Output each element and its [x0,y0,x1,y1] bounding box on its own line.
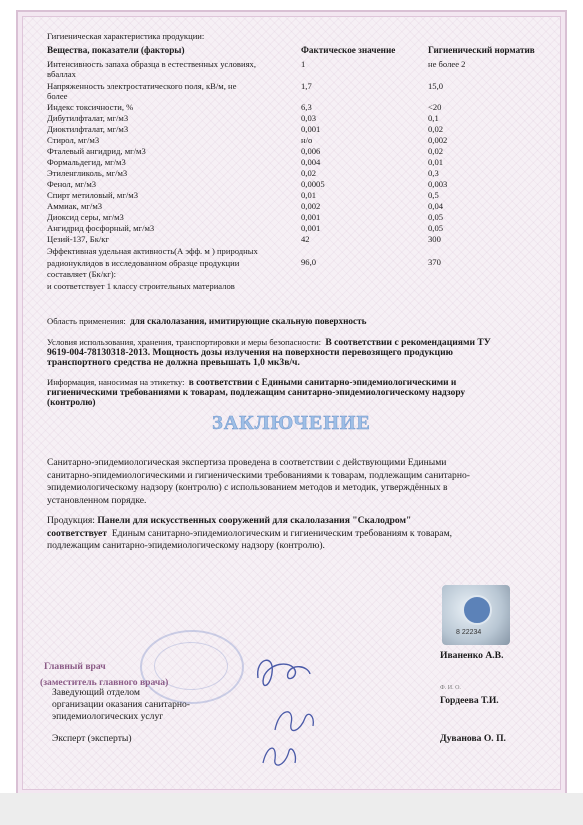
label-info-block [47,377,557,408]
chief-label: Главный врач [44,661,106,672]
substance-name [47,201,287,211]
signature-chief [250,648,320,698]
actual-value: н/о [301,135,313,145]
actual-value: 0,01 [301,190,317,200]
norm-value: 0,002 [428,135,448,145]
substance-name-line: Дибутилфталат, мг/м3 [47,113,129,123]
substance-name-line: Стирол, мг/м3 [47,135,100,145]
column-header-norm: Гигиенический норматив [428,45,535,55]
substance-name-line: Диоксид серы, мг/м3 [47,212,124,222]
scope-value: для скалолазания, имитирующие скальную поверхность [130,316,367,326]
actual-value: 0,002 [301,201,321,211]
dept-block [52,687,190,723]
conclusion-line: Санитарно-эпидемиологическая экспертиза проведена в соответствии с действующими Едиными [47,457,447,468]
activity-description [47,246,297,292]
activity-actual-value: 96,0 [301,257,317,267]
product-value: Панели для искусственных сооружений для скалолазания "Скалодром" [97,515,412,526]
actual-value: 0,001 [301,212,321,222]
activity-line: Эффективная удельная активность(А эфф. м ) природных [47,246,258,256]
product-block [47,515,557,553]
scan-margin [0,793,583,825]
conclusion-line: установленном порядке. [47,494,147,506]
norm-value: 0,05 [428,212,444,222]
conclusion-text [47,457,557,507]
substance-name-line: Ангидрид фосфорный, мг/м3 [47,223,155,233]
header-note: Гигиеническая характеристика продукции: [47,31,205,41]
substance-name-line: Интенсивность запаха образца в естественных условиях, [47,59,256,69]
norm-value: 0,1 [428,113,439,123]
substance-name-line: Этиленгликоль, мг/м3 [47,168,128,178]
norm-value: 0,003 [428,179,448,189]
substance-name-line: Спирт метиловый, мг/м3 [47,190,139,200]
norm-value: 15,0 [428,80,444,91]
norm-value: не более 2 [428,59,466,69]
substance-name [47,179,287,189]
actual-value: 1,7 [301,80,312,91]
name-expert: Дуванова О. П. [440,733,506,744]
substance-name [47,135,287,145]
actual-value: 0,0005 [301,179,325,189]
conclusion-line: эпидемиологическому надзору (контролю) с использованием методов и методик, утверждённых в [47,482,448,493]
norm-value: 300 [428,234,441,244]
substance-name [47,81,287,101]
activity-line: радионуклидов в исследованном образце продукции [47,257,240,268]
substance-name-line: Цезий-137, Бк/кг [47,234,109,244]
norm-value: 0,3 [428,168,439,178]
signature-expert [255,735,305,775]
substance-name [47,234,287,244]
substance-name [47,113,287,123]
substance-name [47,190,287,200]
conditions-block [47,337,557,368]
dept-line: организации оказания санитарно- [52,699,190,710]
hologram-seal [442,585,510,645]
substance-name-line: Аммиак, мг/м3 [47,201,103,211]
actual-value: 0,02 [301,168,317,178]
complies-text-2: подлежащим санитарно-эпидемиологическому надзору (контролю). [47,540,325,551]
substance-name [47,124,287,134]
name-head: Гордеева Т.И. [440,695,499,706]
substance-name [47,157,287,167]
actual-value: 1 [301,59,306,69]
norm-value: 0,5 [428,190,439,200]
product-label: Продукция: [47,515,95,526]
activity-line: и соответствует 1 классу строительных материалов [47,280,235,291]
conditions-value-line-2: 9619-004-78130318-2013. Мощность дозы излучения на поверхности перевозящего продукцию [47,347,453,358]
substance-name-line: Фталевый ангидрид, мг/м3 [47,146,146,156]
substance-name [47,223,287,233]
substance-name [47,146,287,156]
norm-value: 0,04 [428,201,444,211]
actual-value: 0,001 [301,124,321,134]
substance-name-line: Фенол, мг/м3 [47,179,97,189]
conditions-value-line-3: транспортного средства не должна превышать 1,0 мк3в/ч. [47,357,300,368]
conclusion-title: ЗАКЛЮЧЕНИЕ [212,412,371,434]
substance-name-line: вбаллах [47,69,76,79]
conditions-label: Условия использования, хранения, транспортировки и меры безопасности: [47,337,322,347]
norm-value: 0,02 [428,146,444,156]
fio-caption: Ф. И. О. [440,685,461,691]
actual-value: 6,3 [301,102,312,112]
actual-value: 0,001 [301,223,321,233]
label-info-value-line-2: гигиеническими требованиями к товарам, подлежащим санитарно-эпидемиологическому надзору [47,388,466,398]
substance-name-line: более [47,90,68,101]
conditions-value-first: В соответствии с рекомендациями ТУ [325,337,491,348]
substance-name-line: Напряженность электростатического поля, кВ/м, не [47,80,237,91]
norm-value: 0,05 [428,223,444,233]
norm-value: <20 [428,102,442,112]
conclusion-line: санитарно-эпидемиологическими и гигиеническими требованиями к товарам, подлежащим санитарно- [47,469,470,481]
emblem-icon [462,595,492,625]
scope-line [47,316,557,326]
label-info-value-first: в соответствии с Едиными санитарно-эпидемиологическими и [188,378,457,388]
seal-number: 8 22234 [456,629,482,636]
label-info-value-line-3: (контролю) [47,398,96,408]
actual-value: 42 [301,234,310,244]
label-info-label: Информация, наносимая на этикетку: [47,377,185,387]
activity-line: составляет (Бк/кг): [47,269,117,279]
scope-label: Область применения: [47,316,126,326]
actual-value: 0,006 [301,146,321,156]
name-chief: Иваненко А.В. [440,650,504,661]
column-header-actual: Фактическое значение [301,45,396,55]
substance-name [47,102,287,112]
substance-name-line: Диоктилфталат, мг/м3 [47,124,129,134]
substance-name [47,212,287,222]
actual-value: 0,004 [301,157,321,167]
norm-value: 0,02 [428,124,444,134]
dept-line: эпидемиологических услуг [52,711,164,722]
deputy-label: (заместитель главного врача) [40,677,169,688]
expert-label: Эксперт (эксперты) [52,733,132,744]
substance-name-line: Формальдегид, мг/м3 [47,157,126,167]
norm-value: 0,01 [428,157,444,167]
activity-norm-value: 370 [428,257,441,267]
actual-value: 0,03 [301,113,317,123]
complies-text-1: Единым санитарно-эпидемиологическим и гигиеническим требованиям к товарам, [111,527,453,539]
column-header-substance: Вещества, показатели (факторы) [47,45,185,55]
substance-name-line: Индекс токсичности, % [47,102,134,112]
dept-line: Заведующий отделом [52,687,140,698]
complies-word: соответствует [47,527,108,539]
substance-name [47,59,287,79]
substance-name [47,168,287,178]
